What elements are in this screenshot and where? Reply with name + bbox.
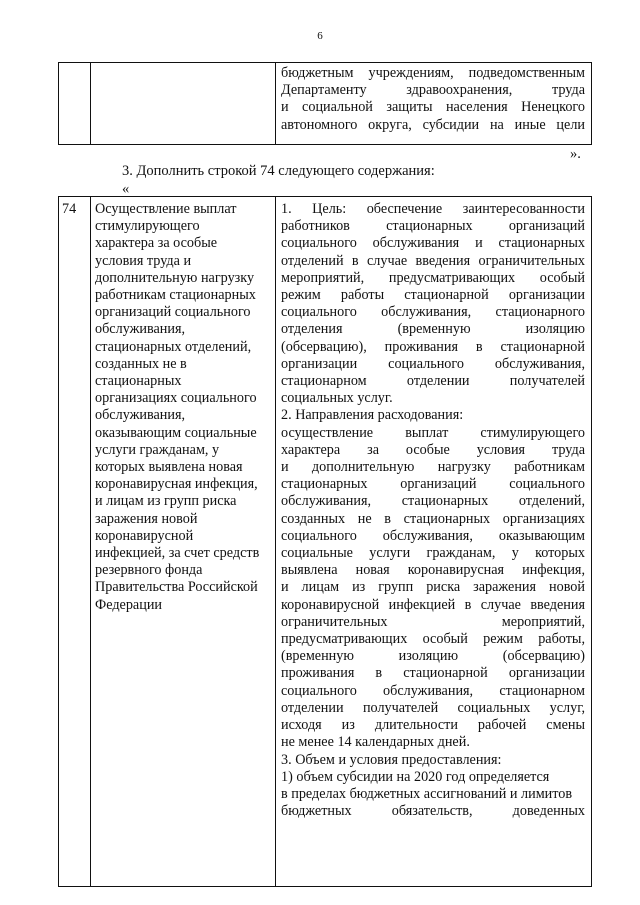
text-line: социального обслуживания, стационарного xyxy=(281,304,585,321)
text-line: резервного фонда xyxy=(95,562,203,579)
text-line: социальные услуги гражданам, у которых xyxy=(281,545,585,562)
text-line: бюджетным учреждениям, подведомственным xyxy=(281,65,585,81)
text-line: заражения новой xyxy=(95,510,198,527)
text-line: и дополнительную нагрузку работникам xyxy=(281,459,585,476)
text-line: оказывающим социальные xyxy=(95,424,257,441)
text-line: 1) объем субсидии на 2020 год определяется xyxy=(281,768,550,785)
description-cell xyxy=(276,197,592,887)
text-line: коронавирусной xyxy=(95,527,194,544)
text-line: социального обслуживания и стационарных xyxy=(281,235,585,252)
text-line: осуществление выплат стимулирующего xyxy=(281,424,585,441)
text-line: отделений в случае введения ограничительных xyxy=(281,252,585,269)
text-line: организаций социального xyxy=(95,304,251,321)
text-line: обслуживания, стационарных отделений, xyxy=(281,493,585,510)
direction-cell xyxy=(91,63,276,145)
text-line: социального обслуживания, оказывающим xyxy=(281,527,585,544)
closing-quote: ». xyxy=(570,146,581,162)
text-line: дополнительную нагрузку xyxy=(95,269,255,286)
text-line: Департаменту здравоохранения, труда xyxy=(281,82,585,99)
description-text xyxy=(281,65,585,134)
text-line: созданных не в xyxy=(95,355,187,372)
text-line: в пределах бюджетных ассигнований и лимитов xyxy=(281,785,573,802)
text-line: стационарных организаций социального xyxy=(281,476,585,493)
text-line: социальных услуг. xyxy=(281,390,393,407)
row-number: 74 xyxy=(62,201,77,217)
text-line: проживания в стационарной организации xyxy=(281,665,585,682)
text-line: характера за особые xyxy=(95,235,218,252)
text-line: 2. Направления расходования: xyxy=(281,407,464,424)
text-line: мероприятий, предусматривающих особый xyxy=(281,269,585,286)
page-number: 6 xyxy=(317,30,323,42)
text-line: отделения (временную изоляцию xyxy=(281,321,585,338)
text-line: бюджетных обязательств, доведенных xyxy=(281,803,585,820)
text-line: стационарных xyxy=(95,373,182,390)
text-line: 1. Цель: обеспечение заинтересованности xyxy=(281,201,585,217)
text-line: которых выявлена новая xyxy=(95,459,243,476)
text-line: Осуществление выплат xyxy=(95,201,237,217)
text-line: 3. Объем и условия предоставления: xyxy=(281,751,502,768)
text-line: работников стационарных организаций xyxy=(281,218,585,235)
text-line: стационарных отделений, xyxy=(95,338,252,355)
text-line: (обсервацию), проживания в стационарной xyxy=(281,338,585,355)
text-line: и социальной защиты населения Ненецкого xyxy=(281,99,585,116)
text-line: организации социального обслуживания, xyxy=(281,355,585,372)
text-line: характера за особые условия труда xyxy=(281,441,585,458)
text-line: режим работы стационарной организации xyxy=(281,287,585,304)
row-number-cell xyxy=(59,197,91,887)
text-line: услуги гражданам, у xyxy=(95,441,220,458)
text-line: социального обслуживания, стационарном xyxy=(281,682,585,699)
number-cell xyxy=(59,63,91,145)
opening-quote: « xyxy=(122,181,130,197)
text-line: и лицам из групп риска xyxy=(95,493,237,510)
direction-cell xyxy=(91,197,276,887)
previous-row-table xyxy=(58,62,592,145)
direction-text xyxy=(95,201,273,614)
text-line: стационарном отделении получателей xyxy=(281,373,585,390)
description-cell xyxy=(276,63,592,145)
text-line: организациях социального xyxy=(95,390,257,407)
text-line: (временную изоляцию (обсервацию) xyxy=(281,648,585,665)
text-line: коронавирусная инфекция, xyxy=(95,476,258,493)
text-line: созданных не в стационарных организациях xyxy=(281,510,585,527)
text-line: работникам стационарных xyxy=(95,287,256,304)
text-line: ограничительных мероприятий, xyxy=(281,613,585,630)
description-text xyxy=(281,201,585,820)
text-line: инфекцией, за счет средств xyxy=(95,545,260,562)
amendment-instruction: 3. Дополнить строкой 74 следующего содержания: xyxy=(122,163,435,179)
text-line: предусматривающих особый режим работы, xyxy=(281,631,585,648)
text-line: условия труда и xyxy=(95,252,192,269)
text-line: Федерации xyxy=(95,596,163,613)
text-line: выявлена новая коронавирусная инфекция, xyxy=(281,562,585,579)
text-line: отделении получателей социальных услуг, xyxy=(281,699,585,716)
text-line: обслуживания, xyxy=(95,321,186,338)
text-line: не менее 14 календарных дней. xyxy=(281,734,470,751)
text-line: и лицам из групп риска заражения новой xyxy=(281,579,585,596)
text-line: стимулирующего xyxy=(95,218,200,235)
row-74-table xyxy=(58,196,592,887)
text-line: исходя из длительности рабочей смены xyxy=(281,717,585,734)
text-line: Правительства Российской xyxy=(95,579,258,596)
text-line: коронавирусной инфекцией в случае введения xyxy=(281,596,585,613)
text-line: автономного округа, субсидии на иные цели xyxy=(281,116,585,133)
text-line: обслуживания, xyxy=(95,407,186,424)
